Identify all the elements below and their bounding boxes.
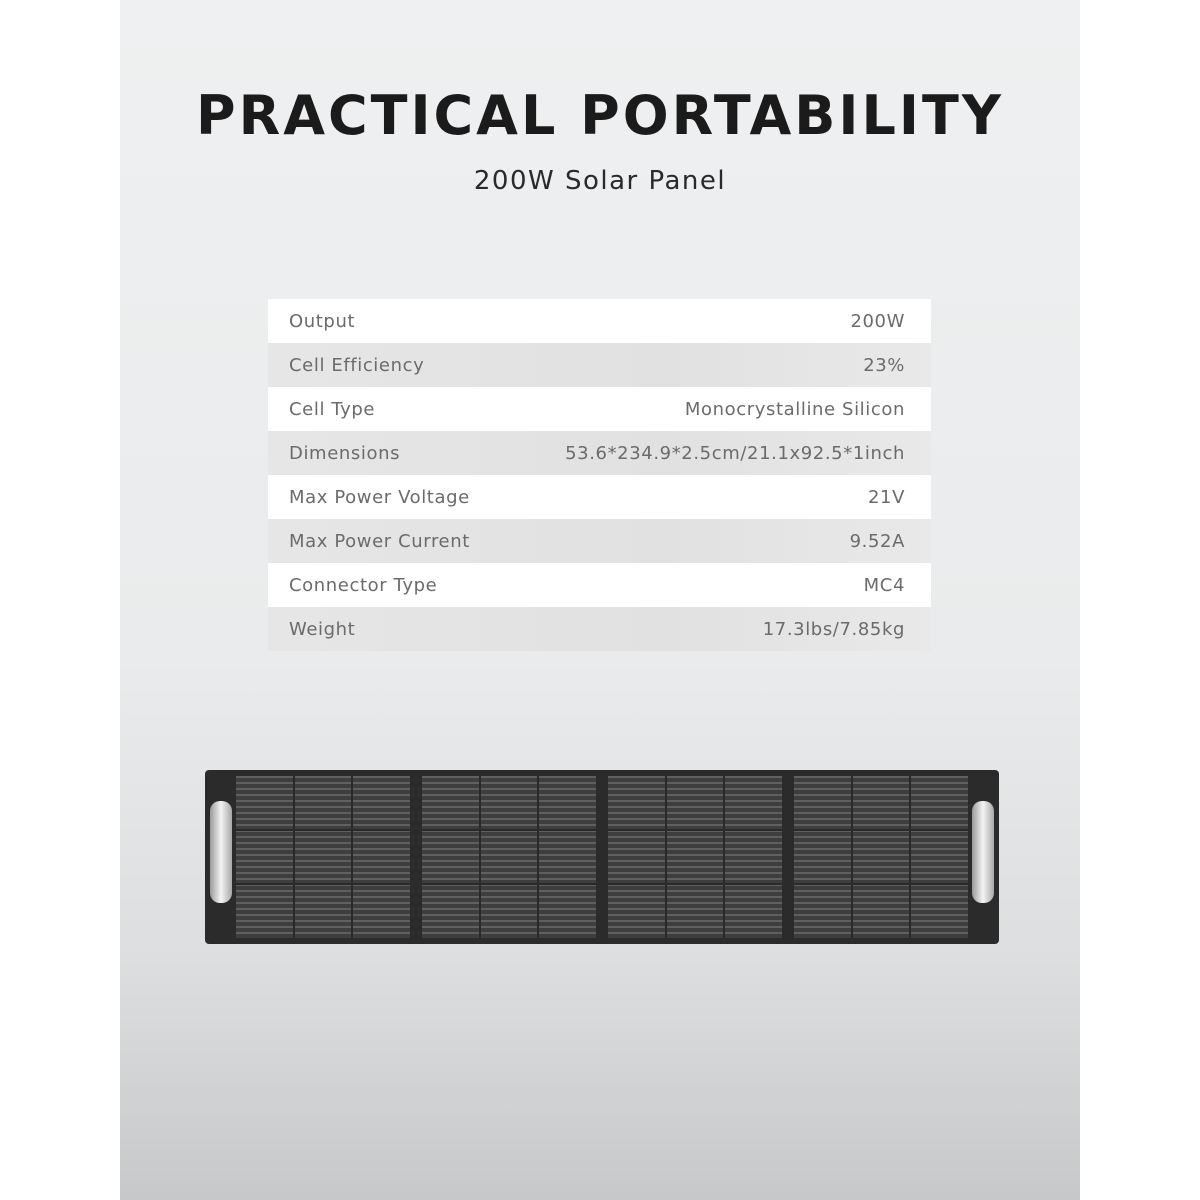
spec-value: 9.52A (849, 530, 905, 552)
spec-label: Dimensions (289, 442, 401, 464)
spec-value: 21V (867, 486, 905, 508)
spec-label: Connector Type (289, 574, 438, 596)
solar-panel-icon (204, 768, 1000, 946)
subtitle: 200W Solar Panel (473, 166, 727, 196)
spec-value: 17.3lbs/7.85kg (762, 618, 905, 640)
spec-row (268, 519, 931, 563)
solar-module (422, 776, 596, 938)
spec-row (268, 475, 931, 519)
spec-label: Cell Efficiency (289, 354, 425, 376)
spec-row (268, 387, 931, 431)
spec-label: Max Power Voltage (289, 486, 470, 508)
product-banner (120, 0, 1080, 1200)
spec-label: Cell Type (289, 398, 376, 420)
spec-row (268, 563, 931, 607)
spec-value: 53.6*234.9*2.5cm/21.1x92.5*1inch (565, 442, 905, 464)
spec-row (268, 431, 931, 475)
solar-module (794, 776, 968, 938)
spec-table (268, 299, 931, 651)
spec-row (268, 299, 931, 343)
spec-label: Weight (289, 618, 356, 640)
spec-value: 200W (850, 310, 905, 332)
spec-value: Monocrystalline Silicon (684, 398, 905, 420)
headline: PRACTICAL PORTABILITY (196, 84, 1004, 147)
solar-panel-image (204, 768, 1000, 946)
solar-module (236, 776, 410, 938)
spec-row (268, 343, 931, 387)
panel-handle-left (210, 801, 232, 903)
spec-value: 23% (863, 354, 905, 376)
solar-module (608, 776, 782, 938)
spec-label: Max Power Current (289, 530, 470, 552)
spec-row (268, 607, 931, 651)
spec-label: Output (289, 310, 356, 332)
spec-value: MC4 (863, 574, 905, 596)
panel-handle-right (972, 801, 994, 903)
